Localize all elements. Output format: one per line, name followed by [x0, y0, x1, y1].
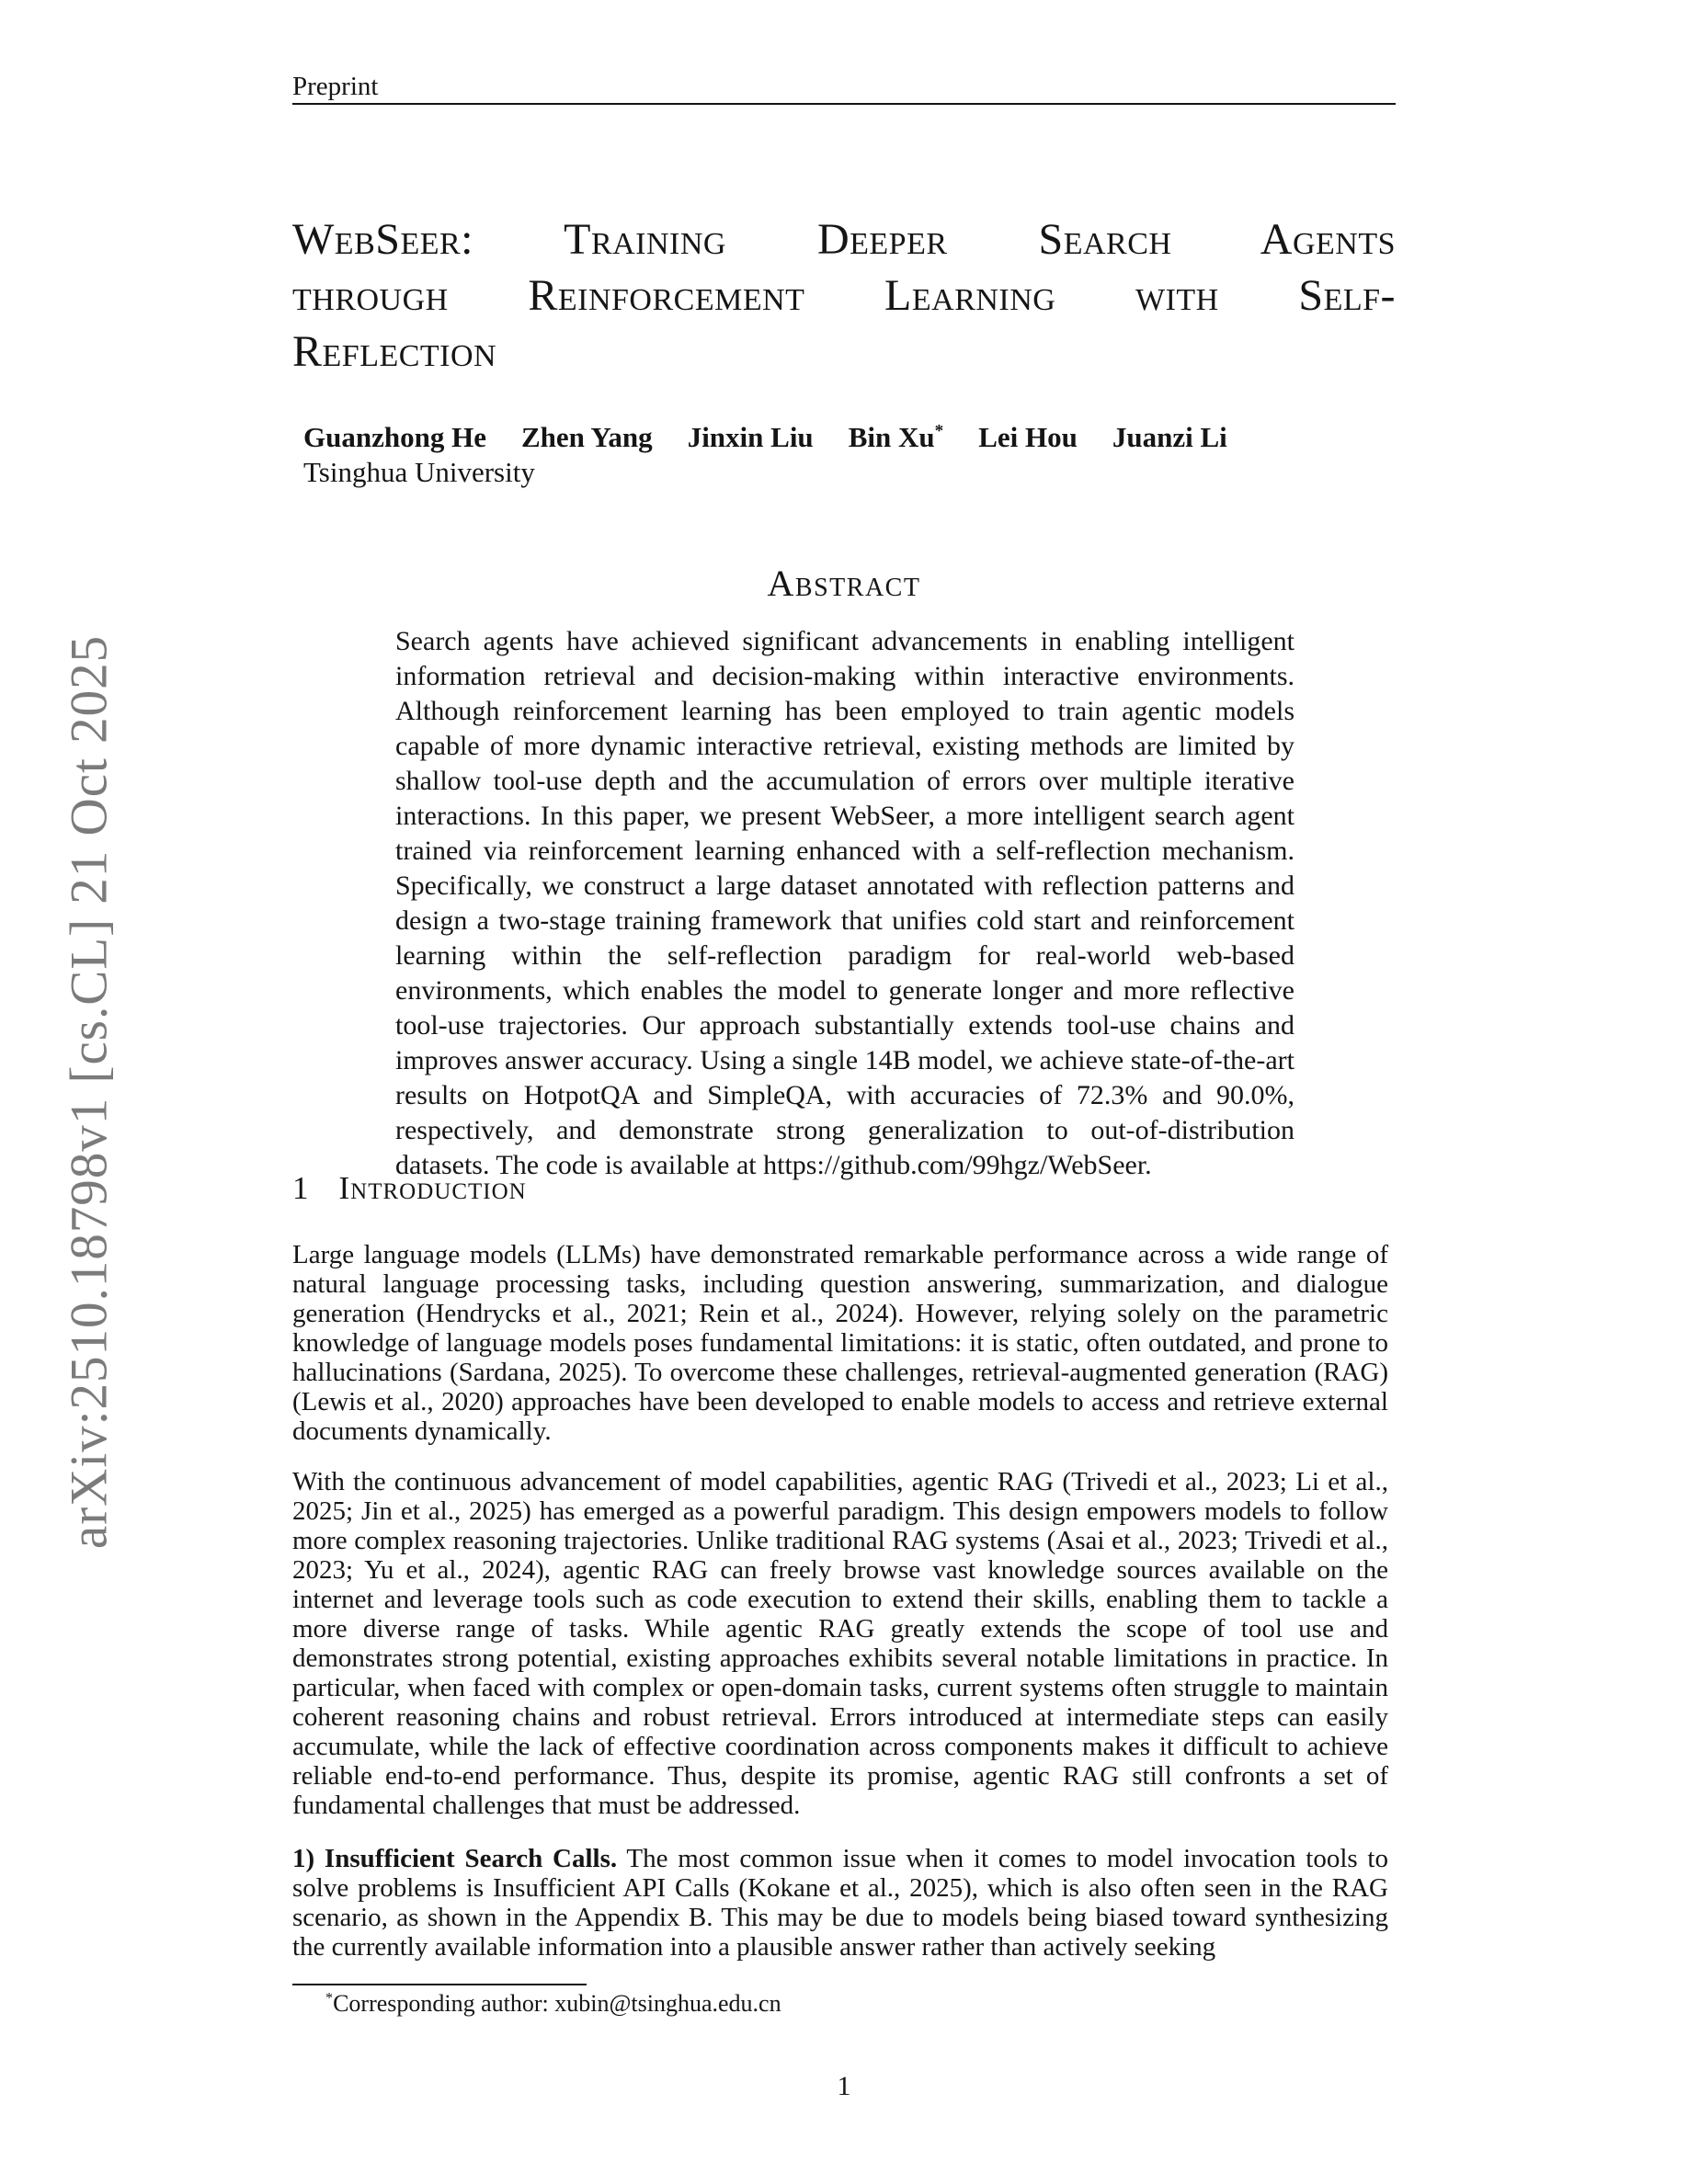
section-heading-introduction	[292, 1170, 1396, 1207]
page-number: 1	[837, 2071, 851, 2101]
intro-paragraph-1: Large language models (LLMs) have demonstrated remarkable performance across a wide range of natural language processing tasks, including question answering, summarization, and dialogue generation (Hendrycks et al., 2021; Rein et al., 2024). However, relying solely on the parametric knowledge of language models poses fundamental limitations: it is static, often outdated, and prone to hallucinations (Sardana, 2025). To overcome these challenges, retrieval-augmented generation (RAG) (Lewis et al., 2020) approaches have been developed to enable models to access and retrieve external documents dynamically.	[292, 1240, 1388, 1446]
author-name: Guanzhong He	[303, 421, 486, 453]
intro-paragraph-3	[292, 1844, 1388, 1962]
corresponding-author-marker: *	[934, 421, 944, 441]
github-link[interactable]: https://github.com/99hgz/WebSeer	[763, 1150, 1146, 1180]
arxiv-watermark: arXiv:2510.18798v1 [cs.CL] 21 Oct 2025	[60, 634, 119, 1550]
author-name: Lei Hou	[978, 421, 1078, 453]
abstract-heading: Abstract	[767, 563, 921, 604]
preprint-label: Preprint	[292, 72, 379, 101]
affiliation: Tsinghua University	[303, 456, 535, 488]
author-row	[303, 421, 1407, 453]
title-line-2: through Reinforcement Learning with Self-	[292, 271, 1396, 320]
footnote-rule	[292, 1984, 587, 1985]
abstract-period: .	[1145, 1150, 1152, 1180]
abstract-paragraph: Search agents have achieved significant advancements in enabling intelligent information retrieval and decision-making within interactive environments. Although reinforcement learning has been employed to train agentic models capable of more dynamic interactive retrieval, existing methods are limited by shallow tool-use depth and the accumulation of errors over multiple iterative interactions. In this paper, we present WebSeer, a more intelligent search agent trained via reinforcement learning enhanced with a self-reflection mechanism. Specifically, we construct a large dataset annotated with reflection patterns and design a two-stage training framework that unifies cold start and reinforcement learning within the self-reflection paradigm for real-world web-based environments, which enables the model to generate longer and more reflective tool-use trajectories. Our approach substantially extends tool-use chains and improves answer accuracy. Using a single 14B model, we achieve state-of-the-art results on HotpotQA and SimpleQA, with accuracies of 72.3% and 90.0%, respectively, and demonstrate strong generalization to out-of-distribution datasets. The code is available at	[395, 626, 1295, 1180]
author-name-with-marker: Bin Xu*	[848, 421, 944, 453]
footnote-text: Corresponding author: xubin@tsinghua.edu.cn	[333, 1990, 781, 2017]
challenge-text: The most common issue when it comes to model invocation tools to solve problems is Insufficient API Calls (Kokane et al., 2025), which is also often seen in the RAG scenario, as shown in the Appendix B. This may be due to models being biased toward synthesizing the currently available information into a plausible answer rather than actively seeking	[292, 1844, 1388, 1962]
footnote-marker: *	[325, 1990, 334, 2007]
author-name: Jinxin Liu	[687, 421, 814, 453]
section-number: 1	[292, 1170, 309, 1206]
title-line-1: WebSeer: Training Deeper Search Agents	[292, 215, 1396, 264]
challenge-lead: 1) Insufficient Search Calls.	[292, 1844, 618, 1873]
author-name: Juanzi Li	[1112, 421, 1227, 453]
author-name: Zhen Yang	[520, 421, 653, 453]
intro-paragraph-2: With the continuous advancement of model capabilities, agentic RAG (Trivedi et al., 2023; Li et al., 2025; Jin et al., 2025) has emerged as a powerful paradigm. This design empowers models to follow more complex reasoning trajectories. Unlike traditional RAG systems (Asai et al., 2023; Trivedi et al., 2023; Yu et al., 2024), agentic RAG can freely browse vast knowledge sources available on the internet and leverage tools such as code execution to extend their skills, enabling them to tackle a more diverse range of tasks. While agentic RAG greatly extends the scope of tool use and demonstrates strong potential, existing approaches exhibits several notable limitations in practice. In particular, when faced with complex or open-domain tasks, current systems often struggle to maintain coherent reasoning chains and robust retrieval. Errors introduced at intermediate steps can easily accumulate, while the lack of effective coordination across components makes it difficult to achieve reliable end-to-end performance. Thus, despite its promise, agentic RAG still confronts a set of fundamental challenges that must be addressed.	[292, 1467, 1388, 1820]
authors-block	[303, 421, 1407, 488]
paper-title	[292, 211, 1396, 380]
header-rule	[292, 103, 1396, 105]
title-line-3: Reflection	[292, 327, 497, 376]
section-title: Introduction	[338, 1170, 527, 1206]
footnote	[292, 1990, 1388, 2018]
abstract-text	[395, 624, 1295, 1183]
